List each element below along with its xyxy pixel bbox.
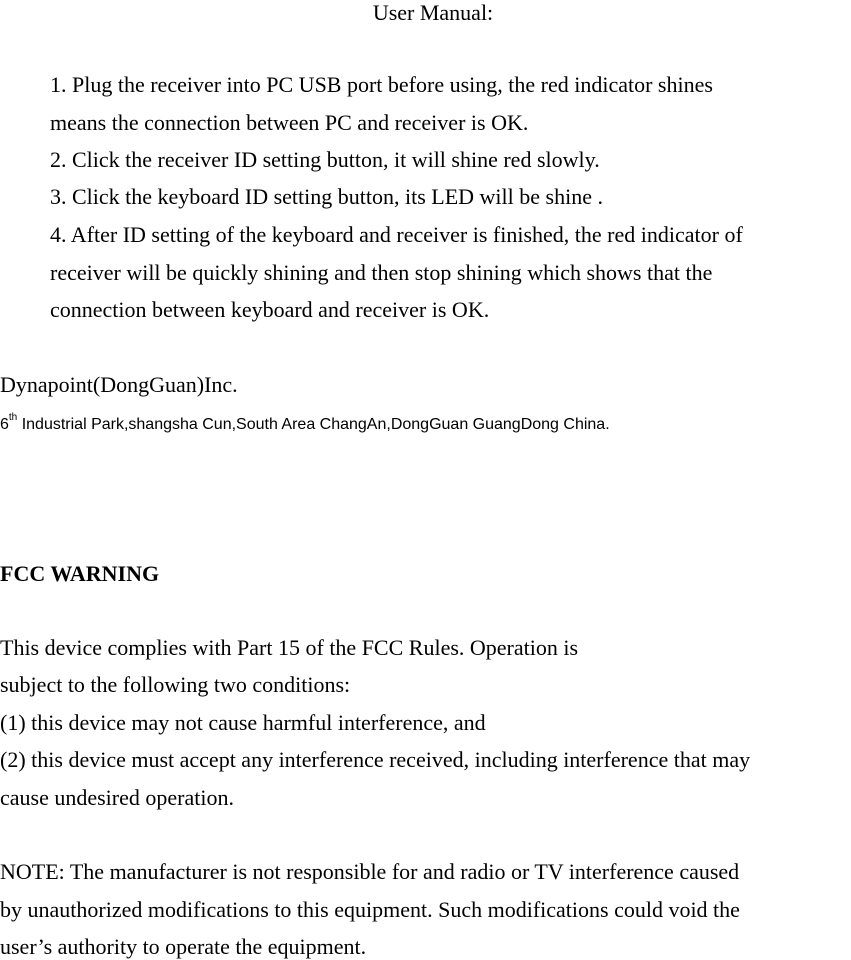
- fcc-compliance-line-2: subject to the following two conditions:: [0, 672, 351, 697]
- address-number: 6: [0, 416, 9, 433]
- note-line-1: NOTE: The manufacturer is not responsible for and radio or TV interference caused: [0, 859, 740, 884]
- manual-title: User Manual:: [372, 0, 494, 25]
- note-line-2: by unauthorized modifications to this equipment. Such modifications could void the: [0, 897, 740, 922]
- note-line-3: user’s authority to operate the equipment.: [0, 934, 367, 959]
- fcc-condition-1: (1) this device may not cause harmful interference, and: [0, 710, 486, 735]
- step-4-line-3: connection between keyboard and receiver is OK.: [50, 297, 490, 322]
- fcc-condition-2-continued: cause undesired operation.: [0, 785, 234, 810]
- step-2-line-1: 2. Click the receiver ID setting button, it will shine red slowly.: [50, 147, 600, 172]
- company-address: [0, 412, 610, 434]
- address-ordinal-suffix: th: [8, 412, 18, 423]
- company-name: Dynapoint(DongGuan)Inc.: [0, 372, 238, 397]
- fcc-compliance-line-1: This device complies with Part 15 of the FCC Rules. Operation is: [0, 635, 579, 660]
- step-3-line-1: 3. Click the keyboard ID setting button, its LED will be shine .: [50, 184, 603, 209]
- step-1-line-1: 1. Plug the receiver into PC USB port before using, the red indicator shines: [50, 72, 713, 97]
- address-rest: Industrial Park,shangsha Cun,South Area ChangAn,DongGuan GuangDong China.: [17, 416, 610, 433]
- step-4-line-1: 4. After ID setting of the keyboard and receiver is finished, the red indicator of: [50, 222, 743, 247]
- step-4-line-2: receiver will be quickly shining and then stop shining which shows that the: [50, 260, 713, 285]
- fcc-heading: FCC WARNING: [0, 561, 160, 586]
- fcc-condition-2: (2) this device must accept any interference received, including interference that may: [0, 747, 751, 772]
- step-1-line-2: means the connection between PC and receiver is OK.: [50, 110, 529, 135]
